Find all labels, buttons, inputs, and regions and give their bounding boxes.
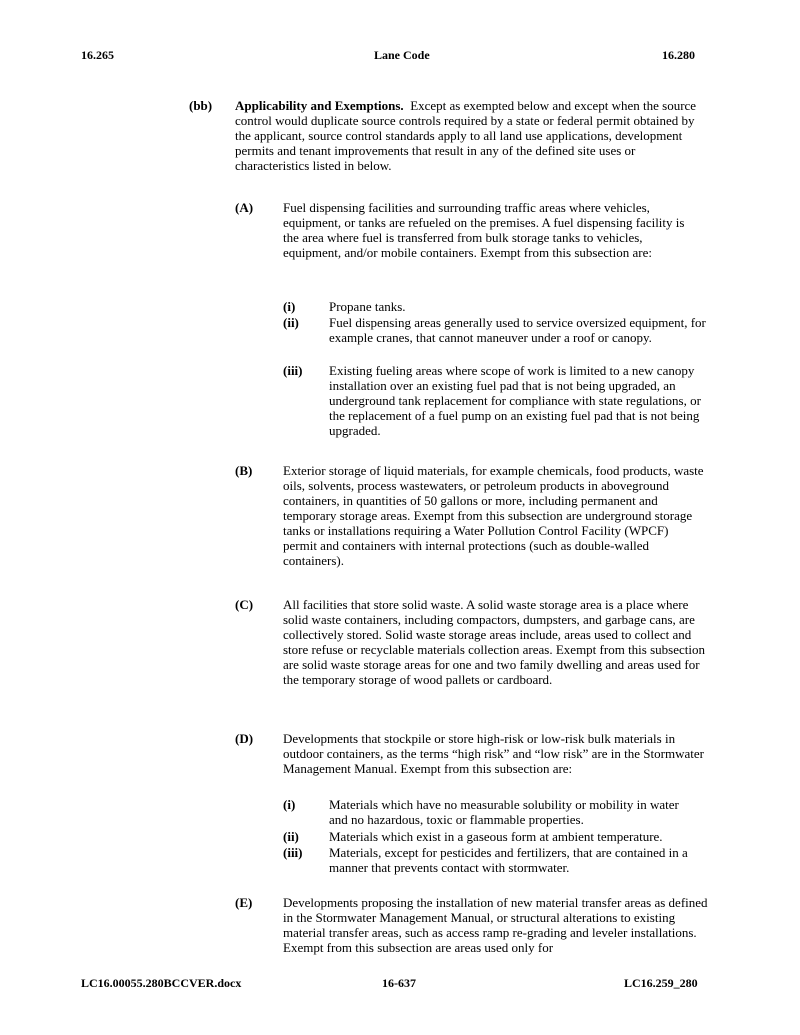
item-a-sub-iii-text: Existing fueling areas where scope of work is limited to a new canopy installation over an existing fuel pad that is not being upgraded, an underground tank replacement for compliance with state regulations, or the replacement of a fuel pump on an existing fuel pad that is not being upgraded.	[329, 363, 701, 438]
item-d-sub-ii-label: (ii)	[283, 829, 299, 844]
item-d-sub-ii-text: Materials which exist in a gaseous form at ambient temperature.	[329, 829, 663, 844]
item-a-text: Fuel dispensing facilities and surrounding traffic areas where vehicles, equipment, or tanks are refueled on the premises. A fuel dispensing facility is the area where fuel is transferred from bulk storage tanks to vehicles, equipment, and/or mobile containers. Exempt from this subsection are:	[283, 200, 685, 260]
item-a-sub-i-text: Propane tanks.	[329, 299, 406, 314]
item-d-sub-i-label: (i)	[283, 797, 296, 812]
item-b-text: Exterior storage of liquid materials, for example chemicals, food products, waste oils, solvents, process wastewaters, or petroleum products in aboveground containers, in quantities of 50 gallons or more, including permanent and temporary storage areas. Exempt from this subsection are underground storage tanks or installations requiring a Water Pollution Control Facility (WPCF) permit and containers with internal protections (such as double-walled containers).	[283, 463, 704, 568]
item-a-sub-ii-label: (ii)	[283, 315, 299, 330]
item-d-sub-iii-text: Materials, except for pesticides and fertilizers, that are contained in a manner that prevents contact with stormwater.	[329, 845, 688, 875]
footer-section-range: LC16.259_280	[624, 976, 698, 990]
header-section-right: 16.280	[662, 48, 695, 62]
item-e-label: (E)	[235, 895, 253, 910]
item-d-sub-iii-label: (iii)	[283, 845, 303, 860]
header-title: Lane Code	[374, 48, 430, 62]
item-c-label: (C)	[235, 597, 254, 612]
section-bb-paragraph	[235, 98, 711, 173]
item-a-label: (A)	[235, 200, 254, 215]
item-a-sub-i-label: (i)	[283, 299, 296, 314]
item-a-sub-iii-label: (iii)	[283, 363, 303, 378]
footer-page-number: 16-637	[382, 976, 416, 990]
header-section-left: 16.265	[81, 48, 114, 62]
item-d-sub-i-text: Materials which have no measurable solubility or mobility in water and no hazardous, toxic or flammable properties.	[329, 797, 679, 827]
section-bb-text: Except as exempted below and except when the source control would duplicate source controls required by a state or federal permit obtained by the applicant, source control standards apply to all land use applications, development permits and tenant improvements that result in any of the defined site uses or characteristics listed in below.	[235, 98, 697, 173]
footer-document-name: LC16.00055.280BCCVER.docx	[81, 976, 242, 990]
item-d-label: (D)	[235, 731, 254, 746]
item-d-text: Developments that stockpile or store high-risk or low-risk bulk materials in outdoor containers, as the terms “high risk” and “low risk” are in the Stormwater Management Manual. Exempt from this subsection are:	[283, 731, 704, 776]
section-bb-heading: Applicability and Exemptions.	[235, 98, 404, 113]
section-bb-label: (bb)	[189, 98, 213, 113]
item-c-text: All facilities that store solid waste. A solid waste storage area is a place where solid waste containers, including compactors, dumpsters, and garbage cans, are collectively stored. Solid waste storage areas include, areas used to collect and store refuse or recyclable materials collection areas. Exempt from this subsection are solid waste storage areas for one and two family dwelling and areas used for the temporary storage of wood pallets or cardboard.	[283, 597, 705, 687]
item-b-label: (B)	[235, 463, 253, 478]
item-e-text: Developments proposing the installation of new material transfer areas as defined in the Stormwater Management Manual, or structural alterations to existing material transfer areas, such as access ramp re-grading and leveler installations. Exempt from this subsection are areas used only for	[283, 895, 708, 955]
item-a-sub-ii-text: Fuel dispensing areas generally used to service oversized equipment, for example cranes, that cannot maneuver under a roof or canopy.	[329, 315, 706, 345]
